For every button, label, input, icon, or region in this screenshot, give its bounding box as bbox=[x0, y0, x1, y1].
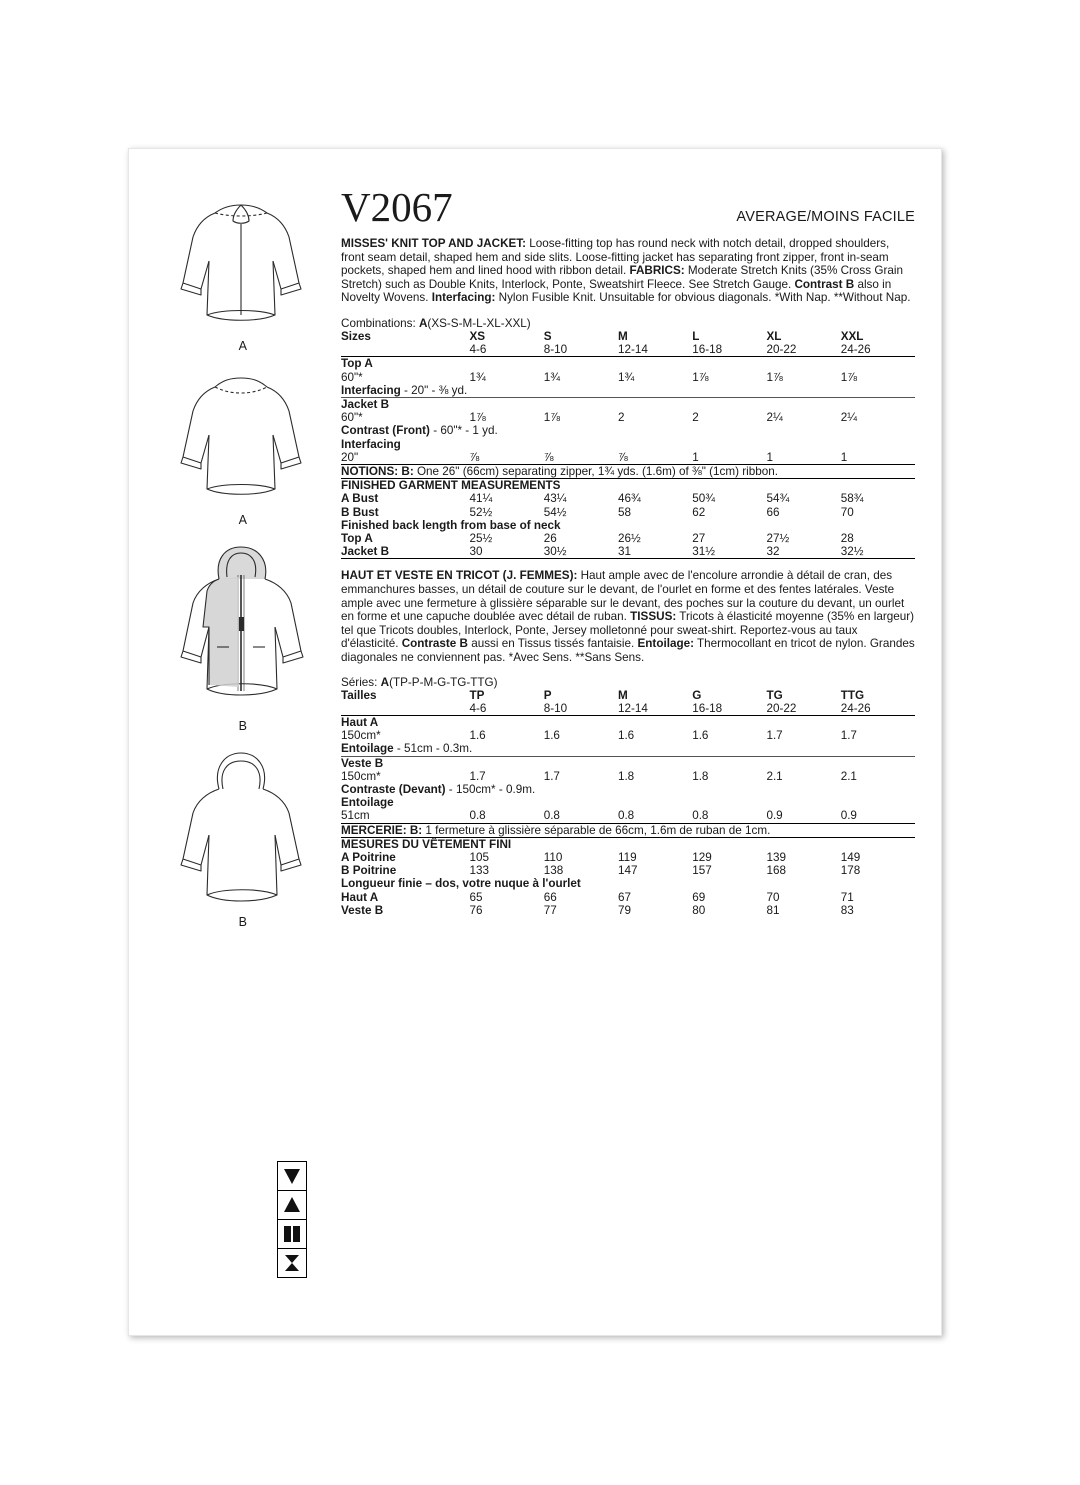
cell: 1.7 bbox=[543, 769, 560, 783]
range-tp: 4-6 bbox=[469, 701, 487, 715]
cell: 26½ bbox=[617, 532, 641, 546]
triangle-up-filled-icon bbox=[277, 1190, 307, 1219]
range-tg: 20-22 bbox=[766, 701, 797, 715]
cell: 70 bbox=[840, 505, 854, 519]
table-row bbox=[341, 506, 915, 519]
illustration-jacket-front bbox=[153, 539, 333, 733]
cell: 139 bbox=[766, 851, 786, 865]
row-label: Jacket B bbox=[341, 545, 390, 559]
hourglass-filled-icon bbox=[277, 1248, 307, 1278]
series-view: A bbox=[380, 675, 390, 689]
row-note: - 60"* - 1 yd. bbox=[429, 424, 498, 438]
series-prefix: Séries: bbox=[341, 675, 381, 689]
illustration-label: A bbox=[238, 513, 248, 527]
table-range-row bbox=[341, 702, 915, 716]
table-header-row bbox=[341, 689, 915, 702]
notions-row bbox=[341, 465, 915, 479]
finished-measurements-heading: FINISHED GARMENT MEASUREMENTS bbox=[341, 479, 561, 493]
row-label: Interfacing bbox=[341, 437, 401, 451]
cell: 30½ bbox=[543, 545, 567, 559]
series-sizes: (TP-P-M-G-TG-TTG) bbox=[389, 675, 498, 689]
cell: 1.6 bbox=[543, 729, 560, 743]
table-header-row bbox=[341, 330, 915, 343]
taille-m: M bbox=[617, 688, 628, 702]
range-l: 16-18 bbox=[692, 343, 723, 357]
table-row bbox=[341, 451, 915, 465]
entoilage-label: Entoilage: bbox=[637, 637, 694, 651]
taille-g: G bbox=[692, 688, 702, 702]
french-body-1: Haut ample avec de l'encolure arrondie à détail de cran, des emmanchures basses, un détail de couture sur le devant, de l'ourlet en forme et des fentes latérales. Veste ample avec une fermeture à glissière séparable sur le devant, des poches sur la couture du devant, un ourlet en forme et une capuche doublée avec détail de ruban. bbox=[341, 569, 905, 624]
description-title: MISSES' KNIT TOP AND JACKET: bbox=[341, 237, 527, 250]
table-row bbox=[341, 851, 915, 864]
cell: 178 bbox=[840, 864, 861, 878]
mesures-heading: MESURES DU VÊTEMENT FINI bbox=[341, 837, 512, 851]
cell: 52½ bbox=[469, 505, 493, 519]
mercerie-row bbox=[341, 824, 915, 838]
range-xl: 20-22 bbox=[766, 343, 797, 357]
description-body-4: Nylon Fusible Knit. Unsuitable for obvious diagonals. *With Nap. **Without Nap. bbox=[495, 291, 911, 305]
row-label: 60"* bbox=[341, 411, 363, 425]
cell: 1.6 bbox=[469, 729, 486, 743]
table-row bbox=[341, 770, 915, 783]
table-range-row bbox=[341, 343, 915, 357]
range-m: 12-14 bbox=[617, 343, 648, 357]
cell: 129 bbox=[692, 851, 712, 865]
taille-tg: TG bbox=[766, 688, 783, 702]
row-note: - 51cm - 0.3m. bbox=[393, 742, 473, 756]
range-xxl: 24-26 bbox=[840, 343, 871, 357]
range-xs: 4-6 bbox=[469, 343, 487, 357]
range-s: 8-10 bbox=[543, 343, 568, 357]
size-l: L bbox=[692, 329, 700, 343]
cell: 70 bbox=[766, 890, 780, 904]
notions-text: One 26" (66cm) separating zipper, 1¾ yds. (1.6m) of ⅜" (1cm) ribbon. bbox=[413, 465, 778, 478]
cell: 32 bbox=[766, 545, 780, 559]
row-label: Jacket B bbox=[341, 397, 390, 411]
description-english bbox=[341, 237, 915, 305]
finished-heading-row bbox=[341, 479, 915, 492]
table-row bbox=[341, 742, 915, 756]
cell: 66 bbox=[766, 505, 780, 519]
cell: 157 bbox=[692, 864, 712, 878]
size-xxl: XXL bbox=[840, 329, 864, 343]
row-label: Entoilage bbox=[341, 796, 394, 810]
cell: 147 bbox=[617, 864, 638, 878]
row-label: 150cm* bbox=[341, 729, 381, 743]
size-xs: XS bbox=[469, 329, 486, 343]
mercerie-label: MERCERIE: B: bbox=[341, 823, 423, 837]
table-row bbox=[341, 729, 915, 742]
cell: 54¾ bbox=[766, 492, 790, 506]
row-label: Longueur finie – dos, votre nuque à l'ourlet bbox=[341, 877, 581, 891]
row-label: Entoilage bbox=[341, 742, 394, 756]
cell: 1.6 bbox=[692, 729, 709, 743]
table-row bbox=[341, 532, 915, 545]
cell: 69 bbox=[692, 890, 706, 904]
cell: 43¼ bbox=[543, 492, 567, 506]
cell: 1.7 bbox=[469, 769, 486, 783]
french-body-2: Tricots à élasticité moyenne (35% en largeur) tel que Tricots doubles, Interlock, Ponte, Jersey molletonné pour sweat-shirt. Reportez-vous au taux d'élasticité. bbox=[341, 610, 915, 651]
tailles-header-label: Tailles bbox=[341, 688, 377, 702]
row-label: Top A bbox=[341, 532, 373, 546]
french-body-4: Thermocollant en tricot de nylon. Grandes diagonales ne conviennent pas. *Avec Sens. **Sans Sens. bbox=[341, 637, 915, 664]
size-table-french bbox=[341, 689, 915, 917]
cell: 46¾ bbox=[617, 492, 641, 506]
cell: 2 bbox=[617, 411, 625, 425]
row-label: 150cm* bbox=[341, 769, 381, 783]
cell: 1 bbox=[692, 450, 699, 464]
cell: 0.8 bbox=[469, 809, 486, 823]
square-split-filled-icon bbox=[277, 1219, 307, 1248]
cell: 32½ bbox=[840, 545, 864, 559]
cell: 27½ bbox=[766, 532, 790, 546]
cell: 71 bbox=[840, 890, 854, 904]
combinations-sizes: (XS-S-M-L-XL-XXL) bbox=[427, 316, 531, 330]
illustration-top-back bbox=[153, 365, 333, 527]
row-label: B Poitrine bbox=[341, 864, 397, 878]
cell: 50¾ bbox=[692, 492, 715, 506]
illustration-label: B bbox=[238, 719, 248, 733]
cell: 110 bbox=[543, 851, 563, 865]
cell: 26 bbox=[543, 532, 557, 546]
range-p: 8-10 bbox=[543, 701, 568, 715]
cell: 41¼ bbox=[469, 492, 493, 506]
row-label: Veste B bbox=[341, 756, 384, 770]
illustration-label: B bbox=[238, 915, 248, 929]
cell: 65 bbox=[469, 890, 483, 904]
cell: 80 bbox=[692, 903, 706, 917]
cell: 1.8 bbox=[692, 769, 709, 783]
cell: 62 bbox=[692, 505, 706, 519]
table-row bbox=[341, 796, 915, 809]
cell: 0.8 bbox=[617, 809, 635, 823]
table-row bbox=[341, 783, 915, 796]
illustration-jacket-back bbox=[153, 745, 333, 929]
contraste-label: Contraste B bbox=[401, 637, 468, 651]
cell: 76 bbox=[469, 903, 483, 917]
french-body-3: aussi en Tissus tissés fantaisie. bbox=[467, 637, 638, 651]
page-title: V2067 bbox=[341, 184, 453, 230]
combinations-prefix: Combinations: bbox=[341, 316, 419, 330]
row-label: Finished back length from base of neck bbox=[341, 518, 561, 532]
row-label: B Bust bbox=[341, 505, 379, 519]
size-xl: XL bbox=[766, 329, 782, 343]
cell: 67 bbox=[617, 890, 631, 904]
row-label: 51cm bbox=[341, 809, 370, 823]
cell: 1.7 bbox=[840, 729, 857, 743]
table-row bbox=[341, 877, 915, 890]
cell: 31½ bbox=[692, 545, 715, 559]
row-label: A Bust bbox=[341, 492, 379, 506]
cell: 1⅞ bbox=[469, 411, 486, 425]
cell: 1.7 bbox=[766, 729, 783, 743]
taille-tp: TP bbox=[469, 688, 485, 702]
row-label: Contraste (Devant) bbox=[341, 783, 446, 796]
cell: 1⅞ bbox=[543, 411, 560, 425]
description-french bbox=[341, 569, 915, 664]
cell: 1 bbox=[766, 450, 773, 464]
contrast-label: Contrast B bbox=[794, 277, 855, 291]
description-body-1: Loose-fitting top has round neck with notch detail, dropped shoulders, front seam detail, shaped hem and side slits. Loose-fitting jacket has separating front zipper, front in-seam pockets, shaped hem and lined hood with ribbon detail. bbox=[341, 237, 890, 278]
taille-p: P bbox=[543, 688, 552, 702]
table-row bbox=[341, 891, 915, 904]
cell: 0.9 bbox=[840, 809, 857, 823]
mercerie-text: 1 fermeture à glissière séparable de 66cm, 1.6m de ruban de 1cm. bbox=[422, 823, 771, 837]
table-row bbox=[341, 424, 915, 437]
row-label: A Poitrine bbox=[341, 851, 396, 865]
cell: 138 bbox=[543, 864, 564, 878]
cell: 31 bbox=[617, 545, 631, 559]
cell: 1⅞ bbox=[840, 370, 857, 384]
cell: 2 bbox=[692, 411, 699, 425]
row-label: Haut A bbox=[341, 715, 379, 729]
cell: ⅞ bbox=[469, 450, 480, 464]
cell: 105 bbox=[469, 851, 489, 865]
cell: 58¾ bbox=[840, 492, 864, 506]
cell: 28 bbox=[840, 532, 854, 546]
header-row bbox=[341, 184, 915, 230]
row-label: Haut A bbox=[341, 890, 379, 904]
row-label: 60"* bbox=[341, 370, 363, 384]
difficulty-label: AVERAGE/MOINS FACILE bbox=[736, 209, 915, 225]
illustration-column bbox=[153, 191, 333, 941]
size-s: S bbox=[543, 329, 552, 343]
table-row bbox=[341, 398, 915, 411]
table-row bbox=[341, 545, 915, 559]
series-line bbox=[341, 676, 915, 689]
table-row bbox=[341, 904, 915, 917]
table-row bbox=[341, 716, 915, 729]
cell: 27 bbox=[692, 532, 706, 546]
row-note: - 150cm* - 0.9m. bbox=[445, 783, 536, 796]
table-row bbox=[341, 864, 915, 877]
finished-heading-row bbox=[341, 838, 915, 851]
tissus-label: TISSUS: bbox=[630, 610, 677, 624]
cell: 133 bbox=[469, 864, 489, 878]
cell: 1.6 bbox=[617, 729, 635, 743]
table-row bbox=[341, 411, 915, 424]
cell: ⅞ bbox=[543, 450, 554, 464]
cell: ⅞ bbox=[617, 450, 628, 464]
row-label: 20" bbox=[341, 450, 359, 464]
cell: 25½ bbox=[469, 532, 493, 546]
cell: 66 bbox=[543, 890, 557, 904]
row-label: Contrast (Front) bbox=[341, 424, 430, 438]
table-row bbox=[341, 371, 915, 384]
cell: 1¾ bbox=[469, 370, 486, 384]
cell: 30 bbox=[469, 545, 483, 559]
table-row bbox=[341, 384, 915, 398]
combinations-line bbox=[341, 317, 915, 330]
cell: 81 bbox=[766, 903, 780, 917]
cell: 1⅞ bbox=[766, 370, 783, 384]
illustration-label: A bbox=[238, 339, 248, 353]
table-row bbox=[341, 809, 915, 823]
notions-label: NOTIONS: B: bbox=[341, 465, 414, 478]
cell: 1 bbox=[840, 450, 848, 464]
row-label: Interfacing bbox=[341, 383, 401, 397]
cell: 58 bbox=[617, 505, 631, 519]
row-label: Top A bbox=[341, 357, 373, 371]
cell: 0.8 bbox=[543, 809, 560, 823]
notion-glyph-strip bbox=[277, 1161, 307, 1278]
cell: 0.9 bbox=[766, 809, 783, 823]
cell: 168 bbox=[766, 864, 786, 878]
cell: 77 bbox=[543, 903, 557, 917]
row-label: Veste B bbox=[341, 903, 384, 917]
table-row bbox=[341, 492, 915, 505]
cell: 1¾ bbox=[543, 370, 560, 384]
triangle-down-filled-icon bbox=[277, 1161, 307, 1190]
cell: 2¼ bbox=[766, 411, 783, 425]
taille-ttg: TTG bbox=[840, 688, 865, 702]
range-m: 12-14 bbox=[617, 701, 648, 715]
cell: 54½ bbox=[543, 505, 567, 519]
description-body-3: also in Novelty Wovens. bbox=[341, 277, 892, 305]
table-row bbox=[341, 519, 915, 532]
french-title: HAUT ET VESTE EN TRICOT (J. FEMMES): bbox=[341, 569, 578, 583]
cell: 79 bbox=[617, 903, 631, 917]
size-table-english bbox=[341, 330, 915, 559]
table-row bbox=[341, 757, 915, 770]
description-body-2: Moderate Stretch Knits (35% Cross Grain Stretch) such as Double Knits, Interlock, Ponte, Sweatshirt Fleece. See Stretch Gauge. bbox=[341, 264, 903, 291]
fabrics-label: FABRICS: bbox=[629, 264, 685, 278]
combinations-view: A bbox=[418, 316, 428, 330]
table-row bbox=[341, 438, 915, 451]
cell: 2.1 bbox=[766, 769, 783, 783]
content-column bbox=[341, 184, 915, 917]
pattern-envelope-page bbox=[128, 148, 942, 1336]
cell: 1¾ bbox=[617, 370, 635, 384]
row-note: - 20" - ⅜ yd. bbox=[400, 383, 468, 397]
cell: 2.1 bbox=[840, 769, 857, 783]
range-g: 16-18 bbox=[692, 701, 723, 715]
cell: 1⅞ bbox=[692, 370, 709, 384]
table-row bbox=[341, 357, 915, 370]
interfacing-label: Interfacing: bbox=[431, 291, 496, 305]
illustration-top-front bbox=[153, 191, 333, 353]
sizes-header-label: Sizes bbox=[341, 329, 371, 343]
size-m: M bbox=[617, 329, 628, 343]
cell: 149 bbox=[840, 851, 861, 865]
cell: 83 bbox=[840, 903, 854, 917]
cell: 1.8 bbox=[617, 769, 635, 783]
cell: 2¼ bbox=[840, 411, 857, 425]
cell: 119 bbox=[617, 851, 637, 865]
cell: 0.8 bbox=[692, 809, 709, 823]
range-ttg: 24-26 bbox=[840, 701, 871, 715]
